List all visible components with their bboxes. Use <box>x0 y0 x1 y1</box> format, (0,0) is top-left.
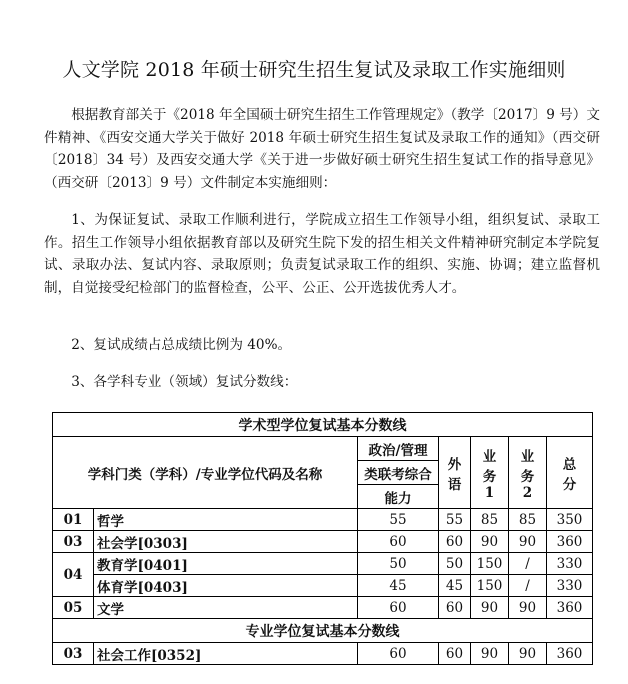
table-row: 01 哲学 55 55 85 85 350 <box>53 509 593 531</box>
professional-section-header <box>53 619 593 643</box>
document-title: 人文学院 2018 年硕士研究生招生复试及录取工作实施细则 <box>62 59 566 81</box>
header-total: 总 分 <box>547 437 593 509</box>
header-course2: 业 务 2 <box>509 437 547 509</box>
item-1-paragraph: 1、为保证复试、录取工作顺利进行，学院成立招生工作领导小组，组织复试、录取工作。招生工作领导小组依据教育部以及研究生院下发的招生相关文件精神研究制定本学院复试、录取办法、复试内容、录取原则；负责复试录取工作的组织、实施、协调；建立监督机制，自觉接受纪检部门的监督检查，公平、公正、公开选拔优秀人才。 <box>44 212 600 296</box>
intro-paragraph: 根据教育部关于《2018 年全国硕士研究生招生工作管理规定》（教学〔2017〕9 号）文件精神、《西安交通大学关于做好 2018 年硕士研究生招生复试及录取工作的通知》（西交研〔2018〕34 号）及西安交通大学《关于进一步做好硕士研究生招生复试工作的指导意见》（西交研〔2013〕9 号）文件制定本实施细则： <box>44 107 600 191</box>
table-row: 03 社会学[0303] 60 60 90 90 360 <box>53 531 593 553</box>
item-2-paragraph: 2、复试成绩占总成绩比例为 40%。 <box>71 337 292 353</box>
header-politics-line1: 政治/管理 <box>358 437 439 461</box>
academic-section-header <box>53 413 593 437</box>
item-3-paragraph: 3、各学科专业（领域）复试分数线： <box>71 374 298 390</box>
header-discipline: 学科门类（学科）/专业学位代码及名称 <box>53 437 358 509</box>
table-row: 体育学[0403] 45 45 150 / 330 <box>53 575 593 597</box>
header-course1: 业 务 1 <box>471 437 509 509</box>
academic-section-title: 学术型学位复试基本分数线 <box>53 413 593 437</box>
header-foreign: 外 语 <box>439 437 471 509</box>
table-row: 05 文学 60 60 90 90 360 <box>53 597 593 619</box>
header-politics-line2: 类联考综合 <box>358 461 439 485</box>
table-header-row <box>53 437 593 461</box>
score-line-table <box>52 412 593 665</box>
table-row: 04 教育学[0401] 50 50 150 / 330 <box>53 553 593 575</box>
professional-section-title: 专业学位复试基本分数线 <box>53 619 593 643</box>
header-politics-line3: 能力 <box>358 485 439 509</box>
table-row: 03 社会工作[0352] 60 60 90 90 360 <box>53 643 593 665</box>
